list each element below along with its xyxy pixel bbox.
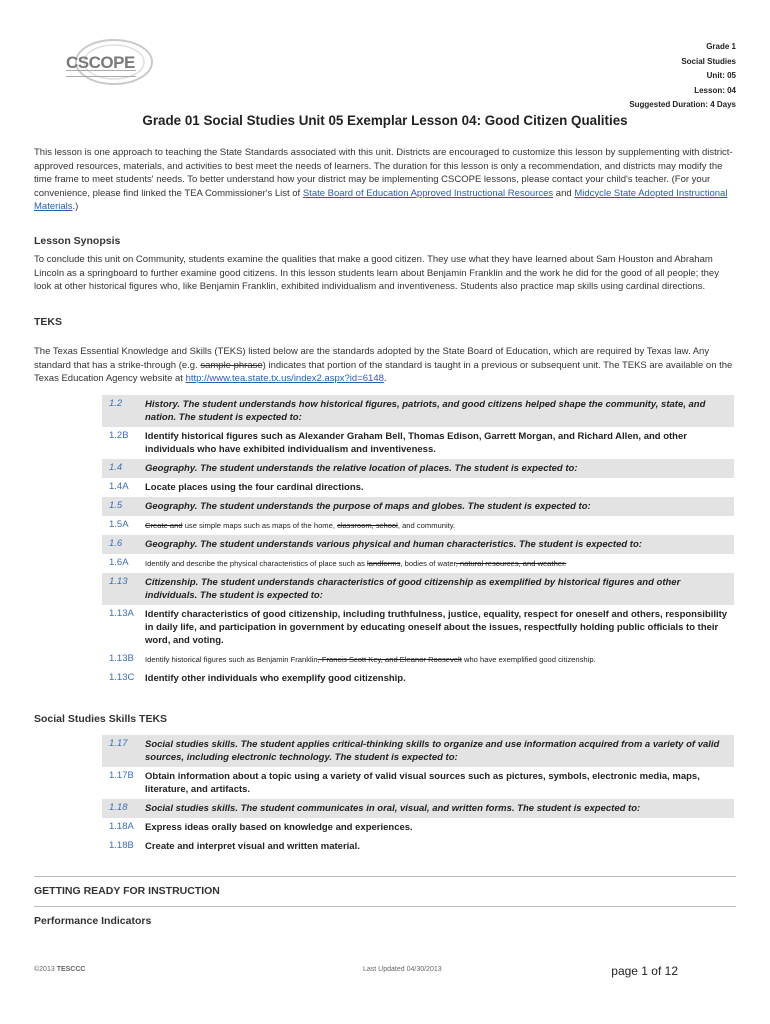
standard-text bbox=[145, 557, 734, 570]
logo-text: CSCOPE bbox=[66, 53, 135, 72]
standard-text: Identify other individuals who exemplify good citizenship. bbox=[145, 673, 406, 684]
standard-row bbox=[102, 459, 734, 478]
standard-row bbox=[102, 478, 734, 497]
header-lesson: Lesson: 04 bbox=[694, 85, 736, 95]
standard-text-part: , bodies of water bbox=[400, 559, 456, 568]
standard-code: 1.2 bbox=[109, 398, 123, 409]
teks-standards-table bbox=[102, 395, 734, 688]
standard-text-part: Identify and describe the physical characteristics of place such as bbox=[145, 559, 368, 568]
standard-text bbox=[145, 653, 734, 666]
section-divider bbox=[34, 876, 736, 877]
standard-row bbox=[102, 497, 734, 516]
standard-text: Geography. The student understands the purpose of maps and globes. The student is expected to: bbox=[145, 501, 591, 512]
standard-code: 1.6 bbox=[109, 538, 123, 549]
skills-heading: Social Studies Skills TEKS bbox=[34, 713, 168, 725]
logo-tagline-bar bbox=[66, 70, 136, 77]
tea-website-link[interactable]: http://www.tea.state.tx.us/index2.aspx?id=6148 bbox=[185, 373, 384, 384]
standard-row bbox=[102, 669, 734, 688]
standard-text-part: , and community. bbox=[397, 521, 456, 530]
standard-code: 1.6A bbox=[109, 557, 129, 568]
synopsis-text: To conclude this unit on Community, students examine the qualities that make a good citizen. They use what they have learned about Sam Houston and Abraham Lincoln as a springboard to further examine good citizens. In this lesson students learn about Benjamin Franklin and the work he did for the good of all people; they look at other historical figures who, like Benjamin Franklin, exhibited individualism and inventiveness. Students also practice map skills using cardinal directions. bbox=[34, 254, 719, 292]
standard-row bbox=[102, 650, 734, 669]
footer-updated: Last Updated 04/30/2013 bbox=[363, 966, 442, 973]
standard-code: 1.2B bbox=[109, 430, 129, 441]
standard-row bbox=[102, 427, 734, 459]
standard-text: Citizenship. The student understands characteristics of good citizenship as exemplified by historical figures and other individuals. The student is expected to: bbox=[145, 577, 681, 601]
struck-text: , natural resources, and weather. bbox=[455, 559, 567, 568]
standard-text-part: use simple maps such as maps of the home, bbox=[182, 521, 338, 530]
copyright-org: TESCCC bbox=[56, 966, 86, 973]
standard-code: 1.18B bbox=[109, 840, 134, 851]
intro-text: This lesson is one approach to teaching the State Standards associated with this unit. Districts are encouraged to customize this lesson by supplementing with district-approved resources, materials, and activities to best meet the needs of learners. The duration for this lesson is only a recommendation, and districts may modify the time frame to meet students' needs. To better understand how your district may be implementing CSCOPE lessons, please contact your child's teacher. (For your convenience, please find linked the TEA Commissioner's List of bbox=[34, 147, 733, 199]
footer-copyright bbox=[34, 966, 85, 973]
standard-text: Express ideas orally based on knowledge and experiences. bbox=[145, 822, 413, 833]
getting-ready-heading: GETTING READY FOR INSTRUCTION bbox=[34, 885, 220, 897]
standard-text-part: Identify historical figures such as Benjamin Franklin bbox=[145, 655, 318, 664]
teks-text-2: ) indicates that portion of the standard is taught in a previous or subsequent unit. The TEKS are available on the Texas Education Agency website at bbox=[34, 359, 733, 384]
header-unit: Unit: 05 bbox=[706, 71, 736, 81]
intro-end: .) bbox=[72, 201, 79, 212]
standard-code: 1.13C bbox=[109, 672, 135, 683]
intro-and: and bbox=[553, 187, 575, 199]
standard-code: 1.18A bbox=[109, 821, 134, 832]
struck-text: Create and bbox=[145, 521, 183, 530]
standard-code: 1.17B bbox=[109, 770, 134, 781]
standard-text-part: who have exemplified good citizenship. bbox=[461, 655, 596, 664]
standard-code: 1.13B bbox=[109, 653, 134, 664]
sboe-resources-link[interactable]: State Board of Education Approved Instructional Resources bbox=[302, 187, 554, 199]
standard-row bbox=[102, 837, 734, 856]
standard-code: 1.17 bbox=[109, 738, 128, 749]
strike-example: sample phrase bbox=[200, 359, 263, 371]
standard-text: Locate places using the four cardinal directions. bbox=[145, 482, 364, 493]
standard-row bbox=[102, 735, 734, 767]
intro-paragraph bbox=[34, 146, 736, 214]
standard-code: 1.18 bbox=[109, 802, 128, 813]
header-duration: Suggested Duration: 4 Days bbox=[629, 100, 736, 110]
teks-heading: TEKS bbox=[34, 316, 63, 328]
copyright-year: ©2013 bbox=[34, 966, 55, 973]
standard-text: Identify historical figures such as Alexander Graham Bell, Thomas Edison, Garrett Morgan, and Richard Allen, and other individuals who have exhibited individualism and inventiveness. bbox=[145, 431, 687, 455]
standard-code: 1.13A bbox=[109, 608, 134, 619]
standard-text: Social studies skills. The student communicates in oral, visual, and written forms. The student is expected to: bbox=[145, 803, 641, 814]
standard-code: 1.5 bbox=[109, 500, 123, 511]
standard-row bbox=[102, 573, 734, 605]
standard-row bbox=[102, 605, 734, 650]
standard-row bbox=[102, 554, 734, 573]
standard-text: Geography. The student understands various physical and human characteristics. The student is expected to: bbox=[145, 539, 642, 550]
standard-code: 1.13 bbox=[109, 576, 128, 587]
standard-row bbox=[102, 395, 734, 427]
synopsis-heading: Lesson Synopsis bbox=[34, 235, 121, 247]
performance-indicators-heading: Performance Indicators bbox=[34, 915, 152, 927]
standard-code: 1.5A bbox=[109, 519, 129, 530]
struck-text: landforms bbox=[367, 559, 401, 568]
teks-paragraph bbox=[34, 345, 736, 386]
standard-row bbox=[102, 767, 734, 799]
document-header bbox=[629, 40, 736, 113]
standard-row bbox=[102, 818, 734, 837]
standard-text: Identify characteristics of good citizenship, including truthfulness, justice, equality, respect for oneself and others, responsibility in daily life, and participation in government by educating oneself about the issues, respectfully holding public officials to their word, and voting. bbox=[145, 609, 728, 646]
standard-text: Geography. The student understands the relative location of places. The student is expected to: bbox=[145, 463, 578, 474]
midcycle-materials-link[interactable]: Midcycle State Adopted Instructional Materials bbox=[34, 187, 728, 212]
standard-row bbox=[102, 799, 734, 818]
page-title: Grade 01 Social Studies Unit 05 Exemplar Lesson 04: Good Citizen Qualities bbox=[142, 113, 628, 128]
standard-row bbox=[102, 516, 734, 535]
struck-text: , Francis Scott Key, and Eleanor Roosevelt bbox=[317, 655, 462, 664]
section-divider bbox=[34, 906, 736, 907]
standard-text: History. The student understands how historical figures, patriots, and good citizens helped shape the community, state, and nation. The student is expected to: bbox=[145, 399, 706, 423]
standard-row bbox=[102, 535, 734, 554]
standard-text: Create and interpret visual and written material. bbox=[145, 841, 360, 852]
standard-code: 1.4A bbox=[109, 481, 129, 492]
struck-text: classroom, school bbox=[337, 521, 398, 530]
standard-code: 1.4 bbox=[109, 462, 123, 473]
standard-text: Obtain information about a topic using a variety of valid visual sources such as pictures, symbols, electronic media, maps, literature, and artifacts. bbox=[145, 771, 700, 795]
standard-text: Social studies skills. The student applies critical-thinking skills to organize and use information acquired from a variety of valid sources, including electronic technology. The student is expected to: bbox=[145, 739, 720, 763]
header-grade: Grade 1 bbox=[706, 42, 736, 51]
header-subject: Social Studies bbox=[681, 56, 736, 66]
teks-text-3: . bbox=[383, 373, 387, 384]
page-number: page 1 of 12 bbox=[611, 964, 678, 978]
skills-standards-table bbox=[102, 735, 734, 856]
standard-text bbox=[145, 519, 734, 532]
teks-text-1: The Texas Essential Knowledge and Skills (TEKS) listed below are the standards adopted by the State Board of Education, which are required by Texas law. Any standard that has a strike-through (e.g. bbox=[34, 346, 710, 371]
